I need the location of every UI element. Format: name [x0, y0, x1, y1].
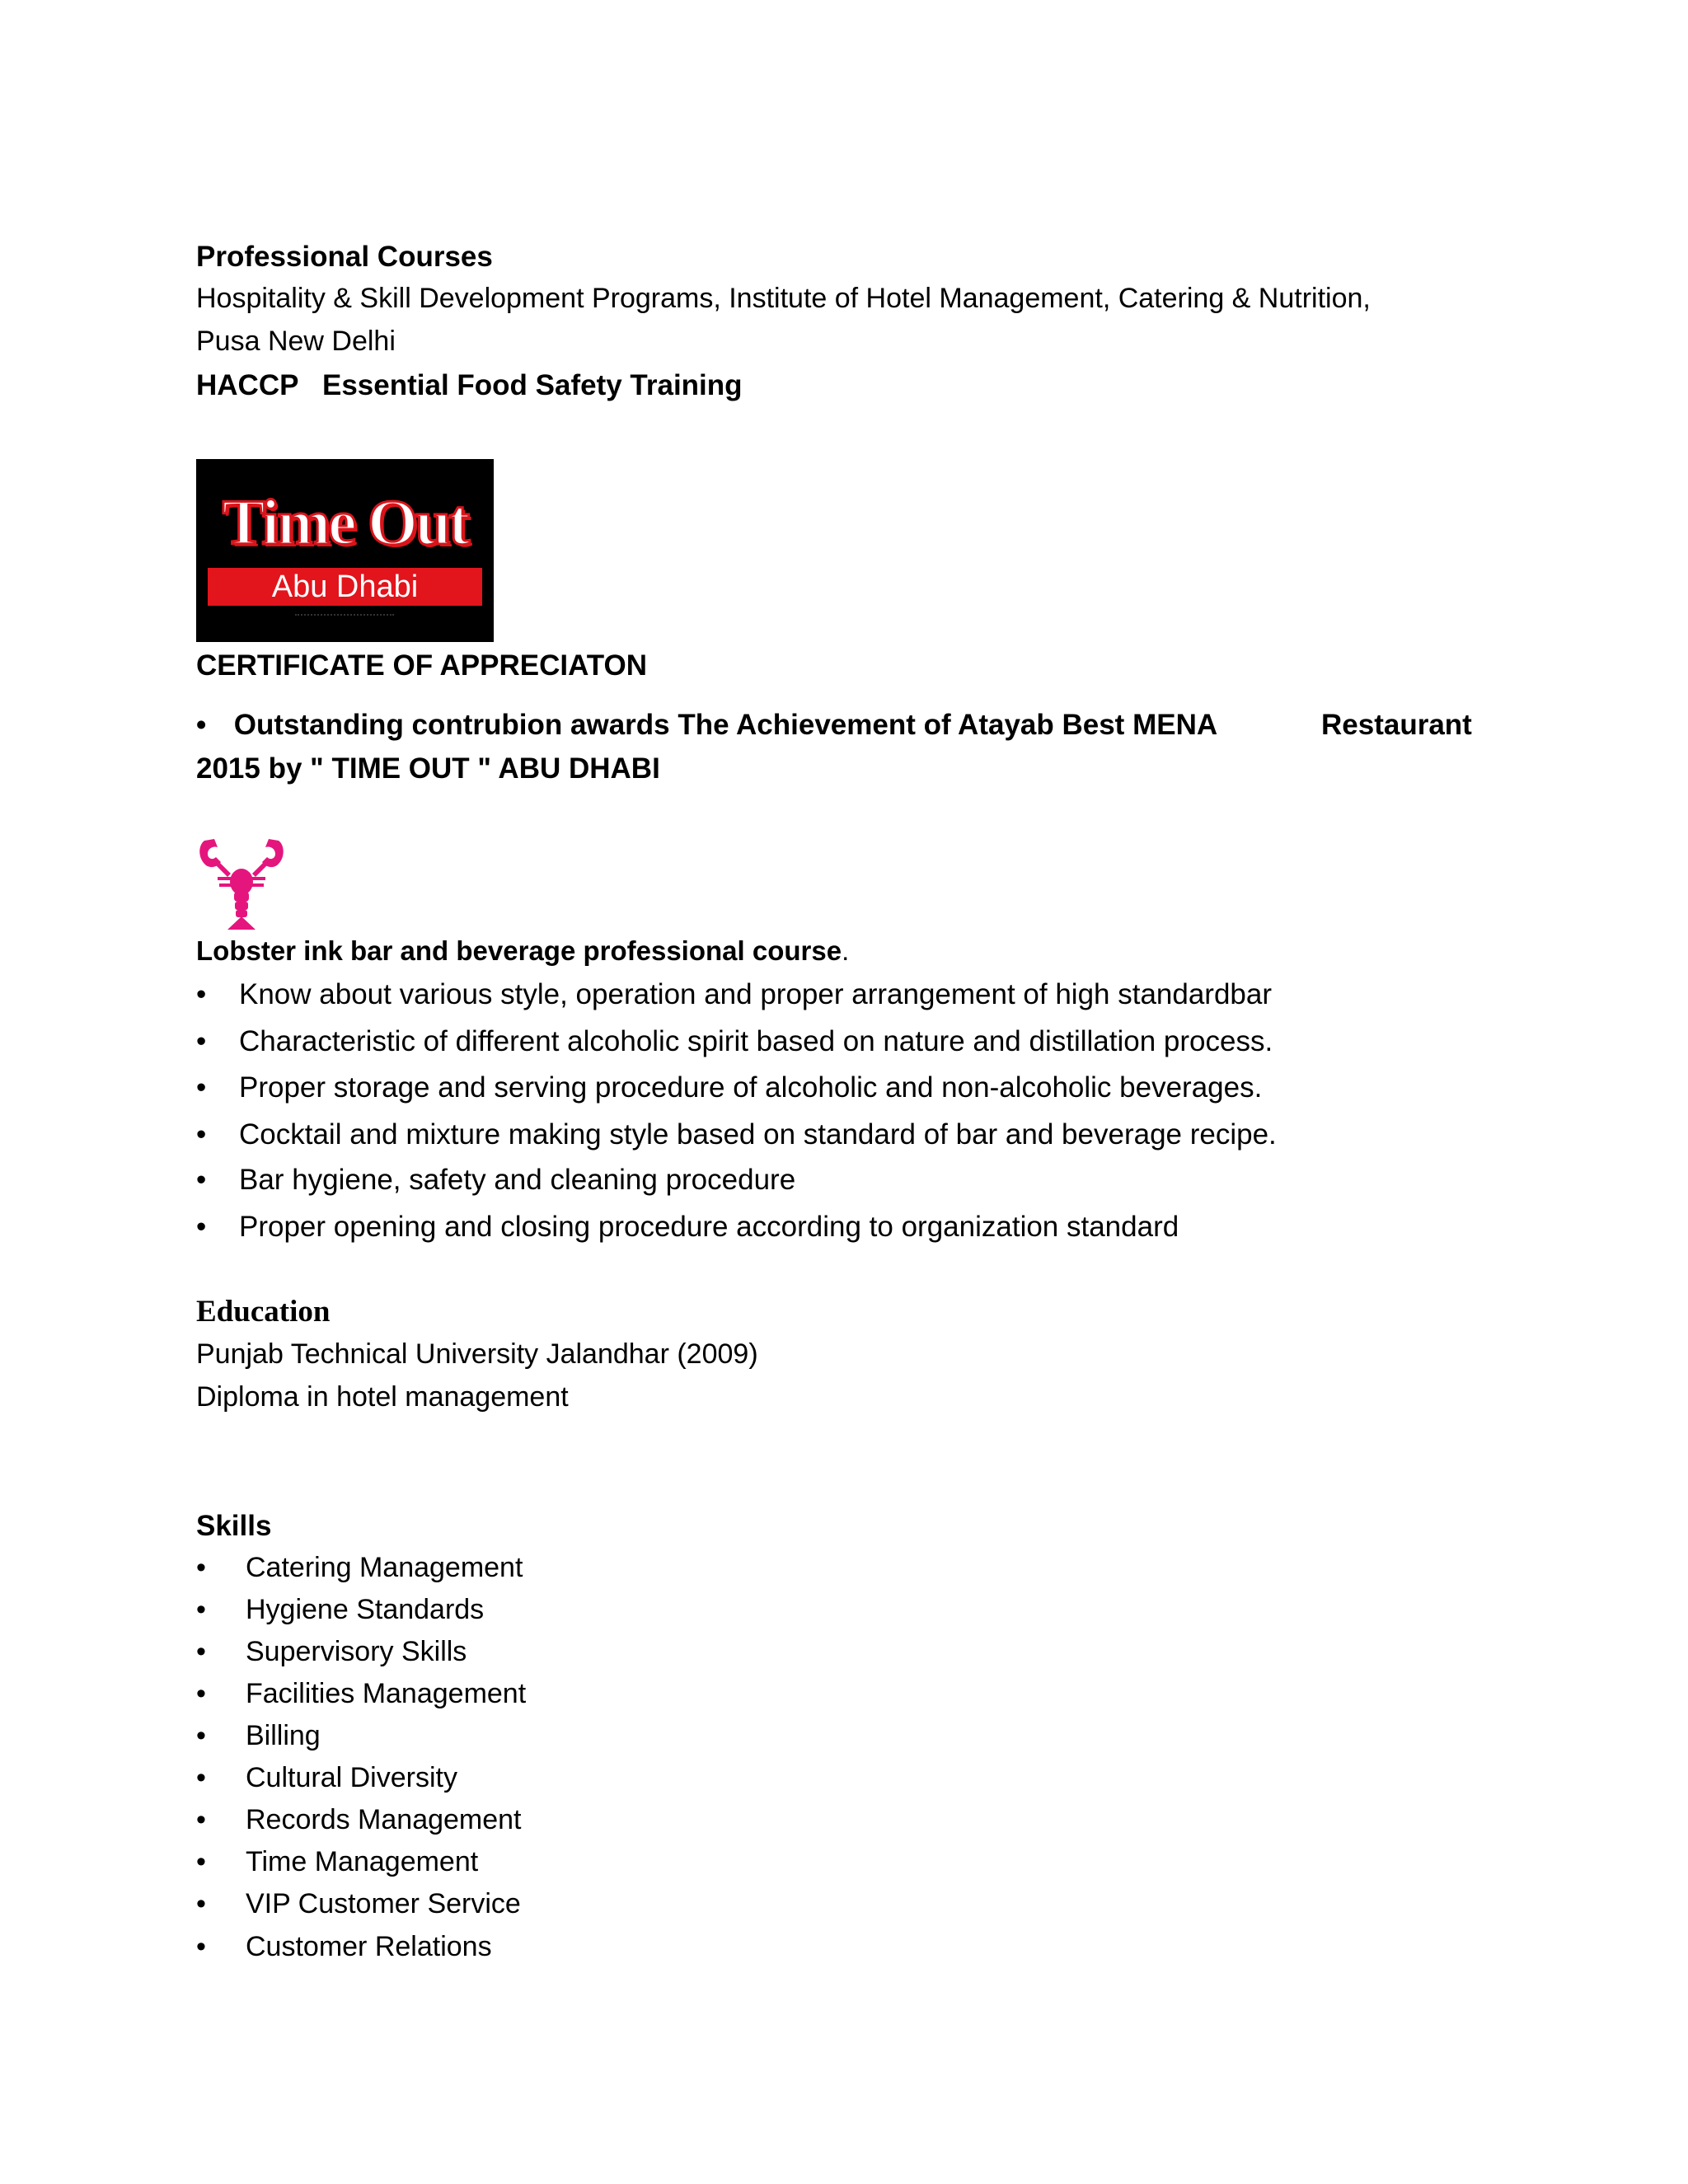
lobster-bullet-text: Bar hygiene, safety and cleaning procedure [239, 1164, 796, 1196]
lobster-course-title: Lobster ink bar and beverage professional course [196, 935, 842, 966]
list-item [196, 1804, 522, 1836]
lobster-bullet-text: Know about various style, operation and proper arrangement of high standardbar [239, 978, 1273, 1010]
timeout-logo-divider [295, 614, 394, 621]
lobster-bullet-text: Characteristic of different alcoholic spirit based on nature and distillation process. [239, 1025, 1273, 1057]
certificate-heading: CERTIFICATE OF APPRECIATON [196, 649, 648, 682]
timeout-logo-band: Abu Dhabi [208, 568, 482, 606]
list-item [196, 1552, 523, 1584]
lobster-course-suffix: . [842, 935, 850, 966]
list-item [196, 1846, 478, 1878]
education-heading: Education [196, 1295, 331, 1329]
list-item [196, 1888, 521, 1920]
skill-text: VIP Customer Service [246, 1888, 521, 1919]
courses-line-1: Hospitality & Skill Development Programs, Institute of Hotel Management, Catering & Nutrition, [196, 283, 1371, 314]
bullet-glyph: • [196, 1636, 206, 1667]
lobster-course-heading [196, 935, 849, 967]
certificate-bullet [196, 709, 1515, 742]
bullet-glyph: • [196, 1804, 206, 1835]
skill-text: Facilities Management [246, 1678, 527, 1709]
haccp-training: HACCP Essential Food Safety Training [196, 369, 743, 401]
bullet-glyph: • [196, 1118, 207, 1151]
bullet-glyph: • [196, 1071, 207, 1104]
bullet-glyph: • [196, 709, 207, 741]
timeout-logo-wordmark: Time Out [222, 486, 468, 558]
lobster-bullet-text: Proper storage and serving procedure of alcoholic and non-alcoholic beverages. [239, 1071, 1263, 1104]
skill-text: Records Management [246, 1804, 522, 1835]
education-degree: Diploma in hotel management [196, 1381, 569, 1413]
list-item [196, 1164, 795, 1197]
certificate-bullet-restaurant: Restaurant [1321, 709, 1472, 741]
skill-text: Billing [246, 1720, 321, 1751]
bullet-glyph: • [196, 1888, 206, 1919]
list-item [196, 1594, 484, 1626]
lobster-icon [196, 834, 287, 931]
list-item [196, 1211, 1179, 1244]
bullet-glyph: • [196, 1678, 206, 1709]
list-item [196, 1720, 321, 1752]
bullet-glyph: • [196, 1211, 207, 1243]
bullet-glyph: • [196, 1552, 206, 1583]
skill-text: Catering Management [246, 1552, 523, 1583]
courses-line-2: Pusa New Delhi [196, 326, 396, 357]
skill-text: Cultural Diversity [246, 1762, 457, 1793]
education-university: Punjab Technical University Jalandhar (2009) [196, 1338, 758, 1370]
skill-text: Hygiene Standards [246, 1594, 485, 1625]
bullet-glyph: • [196, 1762, 206, 1793]
bullet-glyph: • [196, 1025, 207, 1057]
bullet-glyph: • [196, 1720, 206, 1751]
list-item [196, 1762, 457, 1794]
certificate-bullet-line-2: 2015 by " TIME OUT " ABU DHABI [196, 752, 660, 785]
list-item [196, 1636, 467, 1668]
bullet-glyph: • [196, 1846, 206, 1877]
list-item [196, 1025, 1273, 1058]
list-item [196, 1678, 526, 1710]
lobster-bullet-text: Proper opening and closing procedure according to organization standard [239, 1211, 1179, 1243]
bullet-glyph: • [196, 1594, 206, 1625]
lobster-bullet-text: Cocktail and mixture making style based on standard of bar and beverage recipe. [239, 1118, 1277, 1151]
list-item [196, 978, 1272, 1011]
list-item [196, 1118, 1277, 1151]
certificate-bullet-text: Outstanding contrubion awards The Achievement of Atayab Best MENA [233, 709, 1218, 741]
skills-heading: Skills [196, 1510, 272, 1542]
skill-text: Supervisory Skills [246, 1636, 467, 1667]
bullet-glyph: • [196, 1164, 207, 1196]
bullet-glyph: • [196, 1931, 206, 1962]
timeout-abu-dhabi-logo [196, 459, 494, 642]
bullet-glyph: • [196, 978, 207, 1010]
professional-courses-heading: Professional Courses [196, 241, 493, 273]
skill-text: Time Management [246, 1846, 479, 1877]
list-item [196, 1931, 492, 1963]
skill-text: Customer Relations [246, 1931, 492, 1962]
list-item [196, 1071, 1262, 1104]
